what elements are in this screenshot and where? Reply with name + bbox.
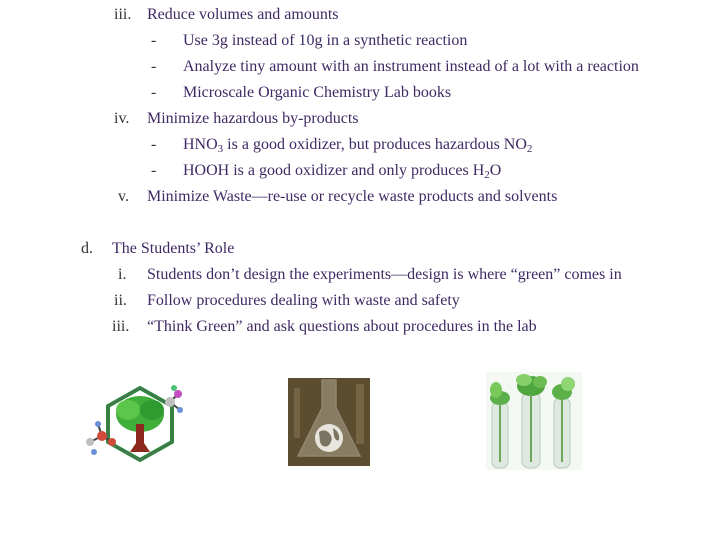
- h2o-subscript: 2: [484, 169, 490, 181]
- list-marker-iii: iii.: [112, 318, 130, 335]
- dash-marker: -: [151, 32, 157, 49]
- list-marker-iv: iv.: [114, 110, 130, 127]
- green-chemistry-tree-icon: [80, 380, 200, 470]
- list-marker-i: i.: [118, 266, 127, 283]
- hooh-text: HOOH is a good oxidizer and only produces H: [183, 162, 485, 179]
- dash-marker: -: [151, 58, 157, 75]
- item-think-green: “Think Green” and ask questions about procedures in the lab: [147, 318, 537, 335]
- hno3-subscript: 3: [217, 143, 224, 155]
- globe-flask-image: [288, 378, 370, 466]
- h2o-post-text: O: [489, 162, 502, 179]
- sub-item-microscale-books: Microscale Organic Chemistry Lab books: [183, 84, 452, 101]
- sub-item-analyze-tiny: Analyze tiny amount with an instrument instead of a lot with a reaction: [183, 58, 639, 75]
- dash-marker: -: [151, 136, 157, 153]
- plant-test-tubes-image: [486, 372, 582, 470]
- hno3-text: HNO: [183, 136, 218, 153]
- list-marker-d: d.: [81, 240, 93, 257]
- hno3-mid-text: is a good oxidizer, but produces hazardous NO: [223, 136, 527, 153]
- list-marker-iii: iii.: [114, 6, 132, 23]
- sub-item-hno3: [183, 135, 532, 155]
- item-minimize-hazardous: Minimize hazardous by-products: [147, 110, 359, 127]
- sub-item-use-3g: Use 3g instead of 10g in a synthetic reaction: [183, 32, 468, 49]
- dash-marker: -: [151, 162, 157, 179]
- dash-marker: -: [151, 84, 157, 101]
- item-students-dont-design: Students don’t design the experiments—design is where “green” comes in: [147, 266, 622, 283]
- item-reduce-volumes: Reduce volumes and amounts: [147, 6, 339, 23]
- sub-item-hooh: [183, 161, 501, 181]
- list-marker-ii: ii.: [114, 292, 127, 309]
- item-minimize-waste: Minimize Waste—re-use or recycle waste products and solvents: [147, 188, 558, 205]
- no2-subscript: 2: [526, 143, 533, 155]
- item-follow-procedures: Follow procedures dealing with waste and safety: [147, 292, 460, 309]
- section-students-role: The Students’ Role: [112, 240, 235, 257]
- list-marker-v: v.: [118, 188, 129, 205]
